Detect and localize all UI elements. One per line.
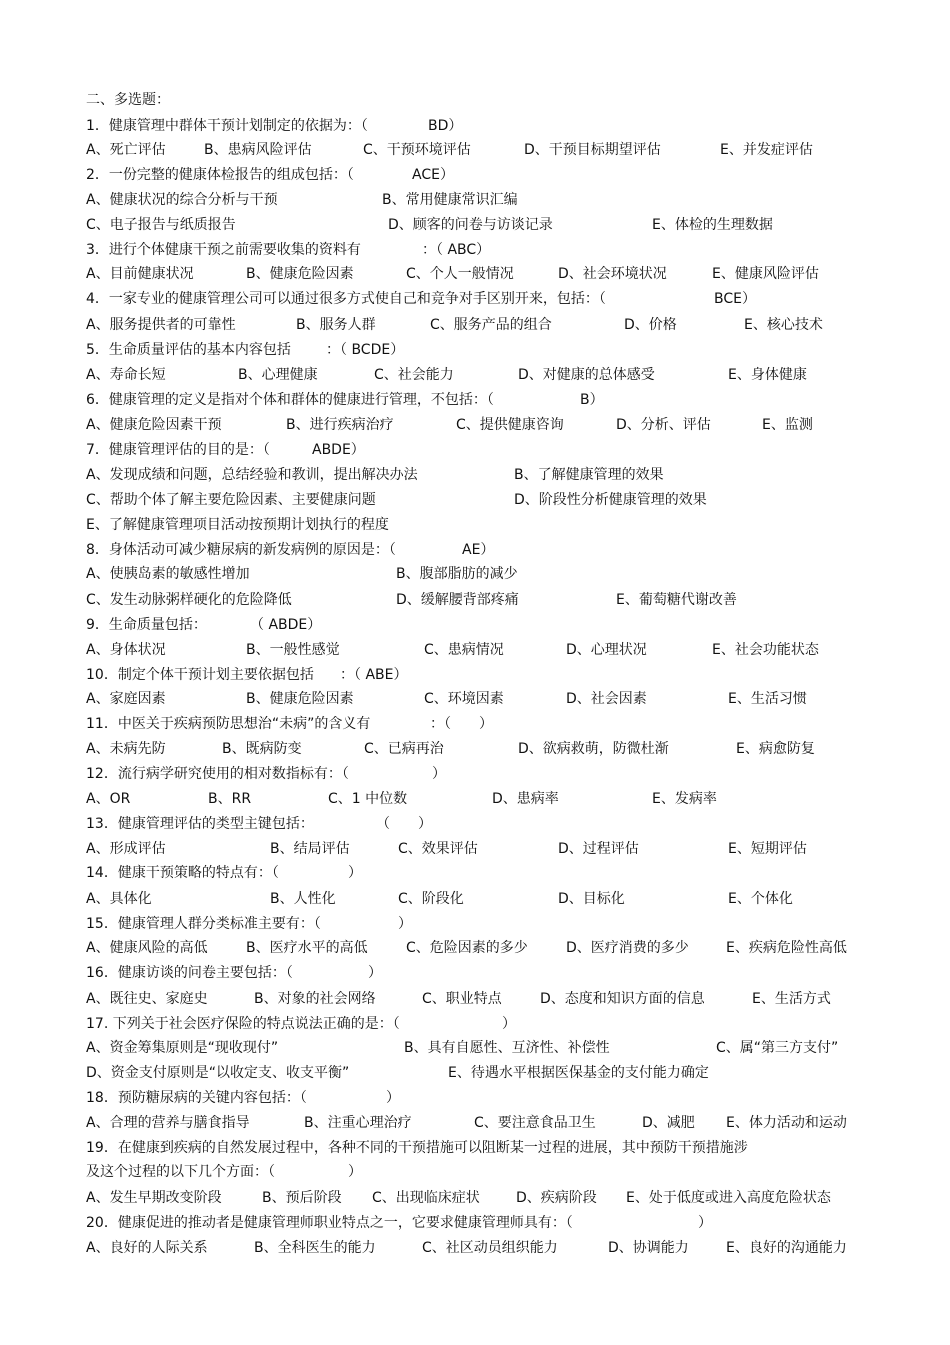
option-b: B、医疗水平的高低 xyxy=(246,940,368,956)
option-e: E、体力活动和运动 xyxy=(726,1115,847,1131)
option-e: E、了解健康管理项目活动按预期计划执行的程度 xyxy=(86,517,389,533)
option-d: D、欲病救萌，防微杜渐 xyxy=(518,741,669,757)
option-b: B、患病风险评估 xyxy=(204,142,312,158)
option-e: E、生活方式 xyxy=(752,991,831,1007)
question-answer: ） xyxy=(386,1090,400,1106)
question-stem-text: 20．健康促进的推动者是健康管理师职业特点之一，它要求健康管理师具有：（ xyxy=(86,1215,573,1231)
option-e: E、发病率 xyxy=(652,791,717,807)
option-c: C、效果评估 xyxy=(398,841,478,857)
question-stem-text: 15．健康管理人群分类标准主要有：（ xyxy=(86,916,321,932)
question-answer: ：（ ） xyxy=(430,716,493,732)
option-c: C、属“第三方支付” xyxy=(716,1040,839,1056)
option-e: E、生活习惯 xyxy=(728,691,807,707)
option-c: C、发生动脉粥样硬化的危险降低 xyxy=(86,592,292,608)
question-stem-text: 6．健康管理的定义是指对个体和群体的健康进行管理，不包括：（ xyxy=(86,392,494,408)
option-c: C、社会能力 xyxy=(374,367,454,383)
option-a: A、既往史、家庭史 xyxy=(86,991,208,1007)
option-b: B、腹部脂肪的减少 xyxy=(396,566,518,582)
question-stem-text: 7．健康管理评估的目的是：（ xyxy=(86,442,270,458)
question-answer: （ ） xyxy=(376,816,432,832)
option-a: A、目前健康状况 xyxy=(86,266,194,282)
option-b: B、一般性感觉 xyxy=(246,642,340,658)
question-stem-text: 18．预防糖尿病的关键内容包括：（ xyxy=(86,1090,307,1106)
option-a: A、服务提供者的可靠性 xyxy=(86,317,236,333)
option-c: C、出现临床症状 xyxy=(372,1190,480,1206)
question-answer: ：（ BCDE） xyxy=(326,342,405,358)
question-answer: ） xyxy=(698,1215,712,1231)
option-a: A、资金筹集原则是“现收现付” xyxy=(86,1040,279,1056)
option-d: D、过程评估 xyxy=(558,841,639,857)
option-a: A、寿命长短 xyxy=(86,367,166,383)
question-answer: ：（ ABE） xyxy=(340,667,408,683)
question-answer: ACE） xyxy=(412,167,454,183)
option-b: B、进行疾病治疗 xyxy=(286,417,394,433)
option-b: B、健康危险因素 xyxy=(246,691,354,707)
option-a: A、形成评估 xyxy=(86,841,166,857)
option-d: D、阶段性分析健康管理的效果 xyxy=(514,492,707,508)
question-answer: ） xyxy=(502,1016,516,1032)
option-e: E、待遇水平根据医保基金的支付能力确定 xyxy=(448,1065,709,1081)
question-stem-text: 16．健康访谈的问卷主要包括：（ xyxy=(86,965,293,981)
question-stem-text: 8．身体活动可减少糖尿病的新发病例的原因是：（ xyxy=(86,542,396,558)
option-c: C、提供健康咨询 xyxy=(456,417,564,433)
option-a: A、健康危险因素干预 xyxy=(86,417,222,433)
question-answer: BCE） xyxy=(714,291,756,307)
option-a: A、发生早期改变阶段 xyxy=(86,1190,222,1206)
option-a: A、使胰岛素的敏感性增加 xyxy=(86,566,250,582)
option-a: A、身体状况 xyxy=(86,642,166,658)
option-c: C、服务产品的组合 xyxy=(430,317,552,333)
option-a: A、家庭因素 xyxy=(86,691,166,707)
option-e: E、个体化 xyxy=(728,891,793,907)
option-b: B、注重心理治疗 xyxy=(304,1115,412,1131)
question-answer: ABDE） xyxy=(312,442,365,458)
section-title-text: 二、多选题： xyxy=(86,92,170,108)
option-e: E、疾病危险性高低 xyxy=(726,940,847,956)
option-d: D、目标化 xyxy=(558,891,625,907)
option-d: D、对健康的总体感受 xyxy=(518,367,655,383)
question-stem-text: 10．制定个体干预计划主要依据包括 xyxy=(86,667,314,683)
question-stem-text: 5．生命质量评估的基本内容包括 xyxy=(86,342,291,358)
option-c: C、已病再治 xyxy=(364,741,444,757)
option-c: C、患病情况 xyxy=(424,642,504,658)
option-e: E、良好的沟通能力 xyxy=(726,1240,847,1256)
option-d: D、疾病阶段 xyxy=(516,1190,597,1206)
question-answer: ） xyxy=(398,916,412,932)
option-c: C、阶段化 xyxy=(398,891,464,907)
option-a: A、具体化 xyxy=(86,891,152,907)
question-stem-text: 11．中医关于疾病预防思想治“未病”的含义有 xyxy=(86,716,371,732)
option-d: D、患病率 xyxy=(492,791,559,807)
option-c: C、环境因素 xyxy=(424,691,504,707)
option-b: B、结局评估 xyxy=(270,841,350,857)
question-answer: ：（ ABC） xyxy=(422,242,491,258)
section-title xyxy=(86,89,170,111)
option-d: D、分析、评估 xyxy=(616,417,711,433)
option-c: C、电子报告与纸质报告 xyxy=(86,217,236,233)
option-e: E、社会功能状态 xyxy=(712,642,819,658)
option-c: C、要注意食品卫生 xyxy=(474,1115,596,1131)
option-b: B、常用健康常识汇编 xyxy=(382,192,518,208)
option-b: B、具有自愿性、互济性、补偿性 xyxy=(404,1040,610,1056)
option-c: C、职业特点 xyxy=(422,991,502,1007)
option-e: E、体检的生理数据 xyxy=(652,217,773,233)
option-b: B、了解健康管理的效果 xyxy=(514,467,664,483)
option-d: D、社会环境状况 xyxy=(558,266,667,282)
question-stem-text: 17. 下列关于社会医疗保险的特点说法正确的是：（ xyxy=(86,1016,400,1032)
option-a: A、健康风险的高低 xyxy=(86,940,208,956)
question-answer: ） xyxy=(432,766,446,782)
question-stem-text: 1．健康管理中群体干预计划制定的依据为：（ xyxy=(86,118,368,134)
option-b: B、健康危险因素 xyxy=(246,266,354,282)
question-stem-text: 4．一家专业的健康管理公司可以通过很多方式使自己和竞争对手区别开来，包括：（ xyxy=(86,291,606,307)
question-answer: ） xyxy=(368,965,382,981)
option-e: E、健康风险评估 xyxy=(712,266,819,282)
option-d: D、资金支付原则是“以收定支、收支平衡” xyxy=(86,1065,350,1081)
question-stem-text: 3．进行个体健康干预之前需要收集的资料有 xyxy=(86,242,361,258)
option-d: D、态度和知识方面的信息 xyxy=(540,991,705,1007)
option-b: B、RR xyxy=(208,791,252,807)
option-c: C、干预环境评估 xyxy=(363,142,471,158)
question-stem-text: 2．一份完整的健康体检报告的组成包括：（ xyxy=(86,167,354,183)
question-answer: ） xyxy=(348,1164,362,1180)
option-b: B、预后阶段 xyxy=(262,1190,342,1206)
option-d: D、价格 xyxy=(624,317,677,333)
option-d: D、社会因素 xyxy=(566,691,647,707)
option-c: C、帮助个体了解主要危险因素、主要健康问题 xyxy=(86,492,376,508)
option-e: E、病愈防复 xyxy=(736,741,815,757)
question-stem-text: 13．健康管理评估的类型主键包括： xyxy=(86,816,314,832)
option-c: C、危险因素的多少 xyxy=(406,940,528,956)
option-c: C、个人一般情况 xyxy=(406,266,514,282)
question-stem-text: 9．生命质量包括： xyxy=(86,617,207,633)
option-b: B、对象的社会网络 xyxy=(254,991,376,1007)
option-d: D、医疗消费的多少 xyxy=(566,940,689,956)
option-b: B、人性化 xyxy=(270,891,336,907)
option-c: C、社区动员组织能力 xyxy=(422,1240,558,1256)
option-a: A、合理的营养与膳食指导 xyxy=(86,1115,250,1131)
question-answer: （ ABDE） xyxy=(250,617,322,633)
question-stem-text: 12．流行病学研究使用的相对数指标有：（ xyxy=(86,766,349,782)
option-c: C、1 中位数 xyxy=(328,791,408,807)
option-d: D、减肥 xyxy=(642,1115,695,1131)
option-e: E、监测 xyxy=(762,417,813,433)
option-d: D、心理状况 xyxy=(566,642,647,658)
option-d: D、缓解腰背部疼痛 xyxy=(396,592,519,608)
option-b: B、既病防变 xyxy=(222,741,302,757)
option-b: B、心理健康 xyxy=(238,367,318,383)
question-stem-text: 及这个过程的以下几个方面：（ xyxy=(86,1164,275,1180)
option-a: A、发现成绩和问题，总结经验和教训，提出解决办法 xyxy=(86,467,418,483)
option-a: A、健康状况的综合分析与干预 xyxy=(86,192,278,208)
option-e: E、身体健康 xyxy=(728,367,807,383)
question-answer: BD） xyxy=(428,118,463,134)
option-e: E、核心技术 xyxy=(744,317,823,333)
option-e: E、葡萄糖代谢改善 xyxy=(616,592,737,608)
option-d: D、协调能力 xyxy=(608,1240,689,1256)
option-e: E、处于低度或进入高度危险状态 xyxy=(626,1190,831,1206)
option-a: A、OR xyxy=(86,791,131,807)
question-answer: ） xyxy=(348,865,362,881)
option-e: E、并发症评估 xyxy=(720,142,813,158)
option-d: D、顾客的问卷与访谈记录 xyxy=(388,217,553,233)
option-d: D、干预目标期望评估 xyxy=(524,142,661,158)
question-stem-text: 14．健康干预策略的特点有：（ xyxy=(86,865,279,881)
option-a: A、良好的人际关系 xyxy=(86,1240,208,1256)
option-b: B、全科医生的能力 xyxy=(254,1240,376,1256)
option-e: E、短期评估 xyxy=(728,841,807,857)
question-stem-text: 19．在健康到疾病的自然发展过程中，各种不同的干预措施可以阻断某一过程的进展，其中预防干预措施涉 xyxy=(86,1140,748,1156)
question-answer: B） xyxy=(580,392,604,408)
option-b: B、服务人群 xyxy=(296,317,376,333)
question-answer: AE） xyxy=(462,542,495,558)
option-a: A、死亡评估 xyxy=(86,142,166,158)
option-a: A、未病先防 xyxy=(86,741,166,757)
